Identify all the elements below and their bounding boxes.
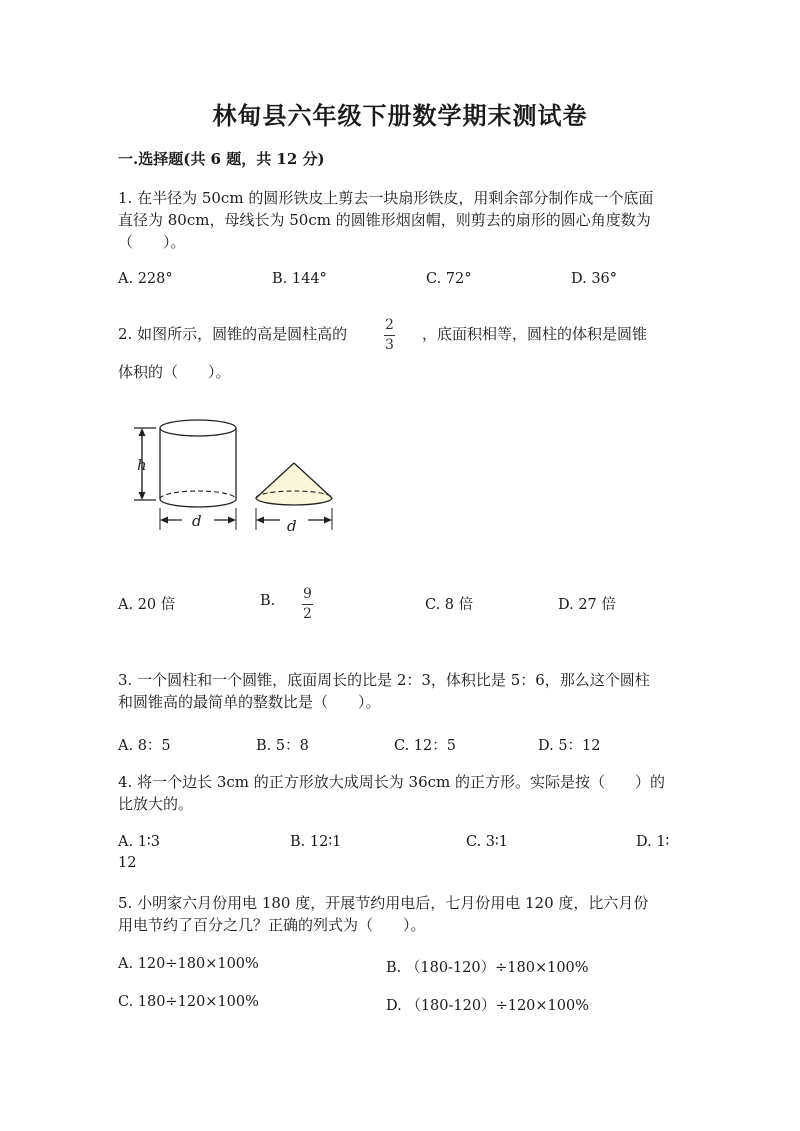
cylinder-diameter-label: d bbox=[192, 512, 202, 530]
q5-line-2: 用电节约了百分之几？正确的列式为（ ）。 bbox=[118, 916, 426, 934]
q2-line-2: 体积的（ ）。 bbox=[118, 363, 231, 381]
q2-option-b[interactable]: B. bbox=[260, 593, 276, 609]
cylinder-top-ellipse bbox=[160, 420, 236, 436]
q2-line-1b: ，底面积相等，圆柱的体积是圆锥 bbox=[422, 325, 648, 343]
fraction-numerator: 9 bbox=[303, 586, 312, 602]
cyl-diam-arrow-left bbox=[160, 517, 168, 524]
q1-option-c[interactable]: C. 72° bbox=[426, 271, 472, 287]
q5-option-b[interactable]: B. （180-120）÷180×100% bbox=[386, 960, 589, 976]
cylinder-bottom-back bbox=[160, 491, 236, 499]
q4-option-d[interactable]: D. 1∶ bbox=[636, 834, 670, 850]
q1-option-a[interactable]: A. 228° bbox=[118, 271, 173, 287]
cone-diameter-label: d bbox=[287, 517, 297, 535]
q2-option-a[interactable]: A. 20 倍 bbox=[118, 597, 176, 613]
q5-option-c[interactable]: C. 180÷120×100% bbox=[118, 994, 259, 1010]
q4-line-1: 4. 将一个边长 3cm 的正方形放大成周长为 36cm 的正方形。实际是按（ ）的 bbox=[118, 773, 666, 791]
q2-option-c[interactable]: C. 8 倍 bbox=[425, 597, 474, 613]
q4-option-c[interactable]: C. 3∶1 bbox=[466, 834, 509, 850]
q3-line-1: 3. 一个圆柱和一个圆锥，底面周长的比是 2：3，体积比是 5：6，那么这个圆柱 bbox=[118, 671, 650, 689]
cylinder-cone-figure bbox=[120, 412, 350, 542]
fraction-bar bbox=[302, 604, 313, 605]
section-heading: 一.选择题(共 6 题，共 12 分) bbox=[118, 150, 325, 168]
fraction-denominator: 2 bbox=[303, 606, 312, 622]
q3-option-c[interactable]: C. 12：5 bbox=[394, 738, 456, 754]
page-title: 林甸县六年级下册数学期末测试卷 bbox=[212, 101, 588, 130]
q5-option-a[interactable]: A. 120÷180×100% bbox=[118, 956, 259, 972]
height-arrow-head-top bbox=[139, 428, 146, 436]
q2-line-1a: 2. 如图所示，圆锥的高是圆柱高的 bbox=[118, 325, 348, 343]
q1-line-3: （ ）。 bbox=[118, 233, 186, 251]
q1-line-1: 1. 在半径为 50cm 的圆形铁皮上剪去一块扇形铁皮，用剩余部分制作成一个底面 bbox=[118, 189, 654, 207]
q5-option-d[interactable]: D. （180-120）÷120×100% bbox=[386, 998, 590, 1014]
q3-line-2: 和圆锥高的最简单的整数比是（ ）。 bbox=[118, 693, 381, 711]
q5-line-1: 5. 小明家六月份用电 180 度，开展节约用电后，七月份用电 120 度，比六月份 bbox=[118, 894, 649, 912]
q1-line-2: 直径为 80cm，母线长为 50cm 的圆锥形烟囱帽，则剪去的扇形的圆心角度数为 bbox=[118, 211, 651, 229]
q4-option-d-wrap: 12 bbox=[118, 855, 137, 871]
fraction-bar bbox=[384, 335, 395, 336]
q3-option-b[interactable]: B. 5：8 bbox=[256, 738, 309, 754]
cylinder-bottom-front bbox=[160, 499, 236, 507]
q1-option-b[interactable]: B. 144° bbox=[272, 271, 327, 287]
height-label: h bbox=[137, 456, 147, 474]
fraction-numerator: 2 bbox=[385, 317, 394, 333]
q3-option-d[interactable]: D. 5：12 bbox=[538, 738, 601, 754]
fraction-denominator: 3 bbox=[385, 337, 394, 353]
q1-option-d[interactable]: D. 36° bbox=[571, 271, 618, 287]
height-arrow-head-bottom bbox=[139, 492, 146, 500]
q2-option-b-fraction bbox=[302, 587, 313, 622]
cone-diam-arrow-left bbox=[256, 517, 264, 524]
cone-diam-arrow-right bbox=[324, 517, 332, 524]
q4-option-a[interactable]: A. 1∶3 bbox=[118, 834, 160, 850]
cyl-diam-arrow-right bbox=[228, 517, 236, 524]
cone-fill bbox=[256, 463, 332, 505]
q4-line-2: 比放大的。 bbox=[118, 795, 194, 813]
q2-fraction bbox=[384, 318, 395, 353]
q2-option-d[interactable]: D. 27 倍 bbox=[558, 597, 616, 613]
q3-option-a[interactable]: A. 8：5 bbox=[118, 738, 171, 754]
q4-option-b[interactable]: B. 12∶1 bbox=[290, 834, 342, 850]
